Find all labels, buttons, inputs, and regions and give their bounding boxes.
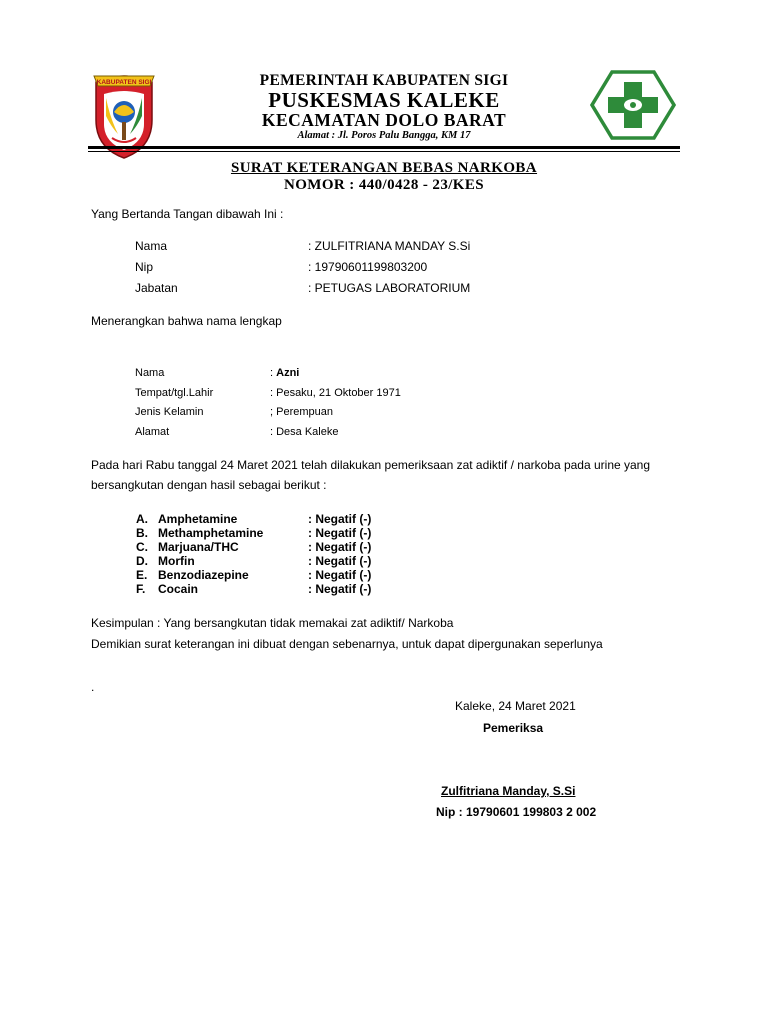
subject-name-value: : Azni bbox=[270, 367, 300, 379]
puskesmas-logo bbox=[590, 70, 676, 140]
exam-paragraph-line2: bersangkutan dengan hasil sebagai berikut : bbox=[91, 478, 327, 492]
result-substance: Cocain bbox=[158, 582, 199, 596]
result-letter: C. bbox=[136, 540, 148, 554]
subject-birth-value: : Pesaku, 21 Oktober 1971 bbox=[270, 387, 401, 399]
header-address: Alamat : Jl. Poros Palu Bangga, KM 17 bbox=[297, 130, 471, 141]
header-district: KECAMATAN DOLO BARAT bbox=[261, 110, 507, 130]
subject-gender-value: ; Perempuan bbox=[270, 406, 333, 418]
result-substance: Marjuana/THC bbox=[158, 540, 239, 554]
result-value: : Negatif (-) bbox=[308, 554, 372, 568]
intro-text: Yang Bertanda Tangan dibawah Ini : bbox=[91, 207, 284, 221]
signer-position-value: : PETUGAS LABORATORIUM bbox=[308, 281, 471, 295]
result-value: : Negatif (-) bbox=[308, 526, 372, 540]
header-divider-thick bbox=[88, 146, 680, 149]
result-value: : Negatif (-) bbox=[308, 512, 372, 526]
result-substance: Morfin bbox=[158, 554, 195, 568]
result-letter: B. bbox=[136, 526, 148, 540]
result-letter: D. bbox=[136, 554, 148, 568]
exam-paragraph-line1: Pada hari Rabu tanggal 24 Maret 2021 telah dilakukan pemeriksaan zat adiktif / narkoba pada urine yang bbox=[91, 458, 651, 472]
header-puskesmas: PUSKESMAS KALEKE bbox=[268, 88, 500, 112]
result-value: : Negatif (-) bbox=[308, 540, 372, 554]
closing-text: Demikian surat keterangan ini dibuat dengan sebenarnya, untuk dapat dipergunakan seperlunya bbox=[91, 637, 603, 651]
subject-gender-label: Jenis Kelamin bbox=[135, 406, 204, 418]
result-letter: A. bbox=[136, 512, 148, 526]
result-letter: E. bbox=[136, 568, 148, 582]
document-number: NOMOR : 440/0428 - 23/KES bbox=[284, 177, 484, 193]
signer-name-label: Nama bbox=[135, 239, 168, 253]
header-government: PEMERINTAH KABUPATEN SIGI bbox=[259, 72, 509, 89]
subject-address-value: : Desa Kaleke bbox=[270, 426, 339, 438]
signature-role: Pemeriksa bbox=[483, 721, 544, 735]
subject-birth-label: Tempat/tgl.Lahir bbox=[135, 387, 214, 399]
conclusion-text: Kesimpulan : Yang bersangkutan tidak memakai zat adiktif/ Narkoba bbox=[91, 616, 454, 630]
signer-nip-label: Nip bbox=[135, 260, 154, 274]
signature-place-date: Kaleke, 24 Maret 2021 bbox=[455, 699, 576, 713]
result-substance: Benzodiazepine bbox=[158, 568, 249, 582]
stray-dot: . bbox=[91, 680, 95, 694]
result-value: : Negatif (-) bbox=[308, 568, 372, 582]
result-letter: F. bbox=[136, 582, 146, 596]
signer-name-value: : ZULFITRIANA MANDAY S.Si bbox=[308, 239, 471, 253]
result-substance: Methamphetamine bbox=[158, 526, 264, 540]
svg-text:KABUPATEN SIGI: KABUPATEN SIGI bbox=[96, 79, 152, 86]
result-value: : Negatif (-) bbox=[308, 582, 372, 596]
subject-name-label: Nama bbox=[135, 367, 165, 379]
header-divider-thin bbox=[88, 151, 680, 152]
signer-position-label: Jabatan bbox=[135, 281, 178, 295]
signer-nip-value: : 19790601199803200 bbox=[308, 260, 428, 274]
subject-address-label: Alamat bbox=[135, 426, 170, 438]
signature-name: Zulfitriana Manday, S.Si bbox=[441, 784, 576, 798]
document-title: SURAT KETERANGAN BEBAS NARKOBA bbox=[230, 160, 538, 176]
statement-text: Menerangkan bahwa nama lengkap bbox=[91, 314, 282, 328]
result-substance: Amphetamine bbox=[158, 512, 238, 526]
signature-nip: Nip : 19790601 199803 2 002 bbox=[436, 805, 597, 819]
